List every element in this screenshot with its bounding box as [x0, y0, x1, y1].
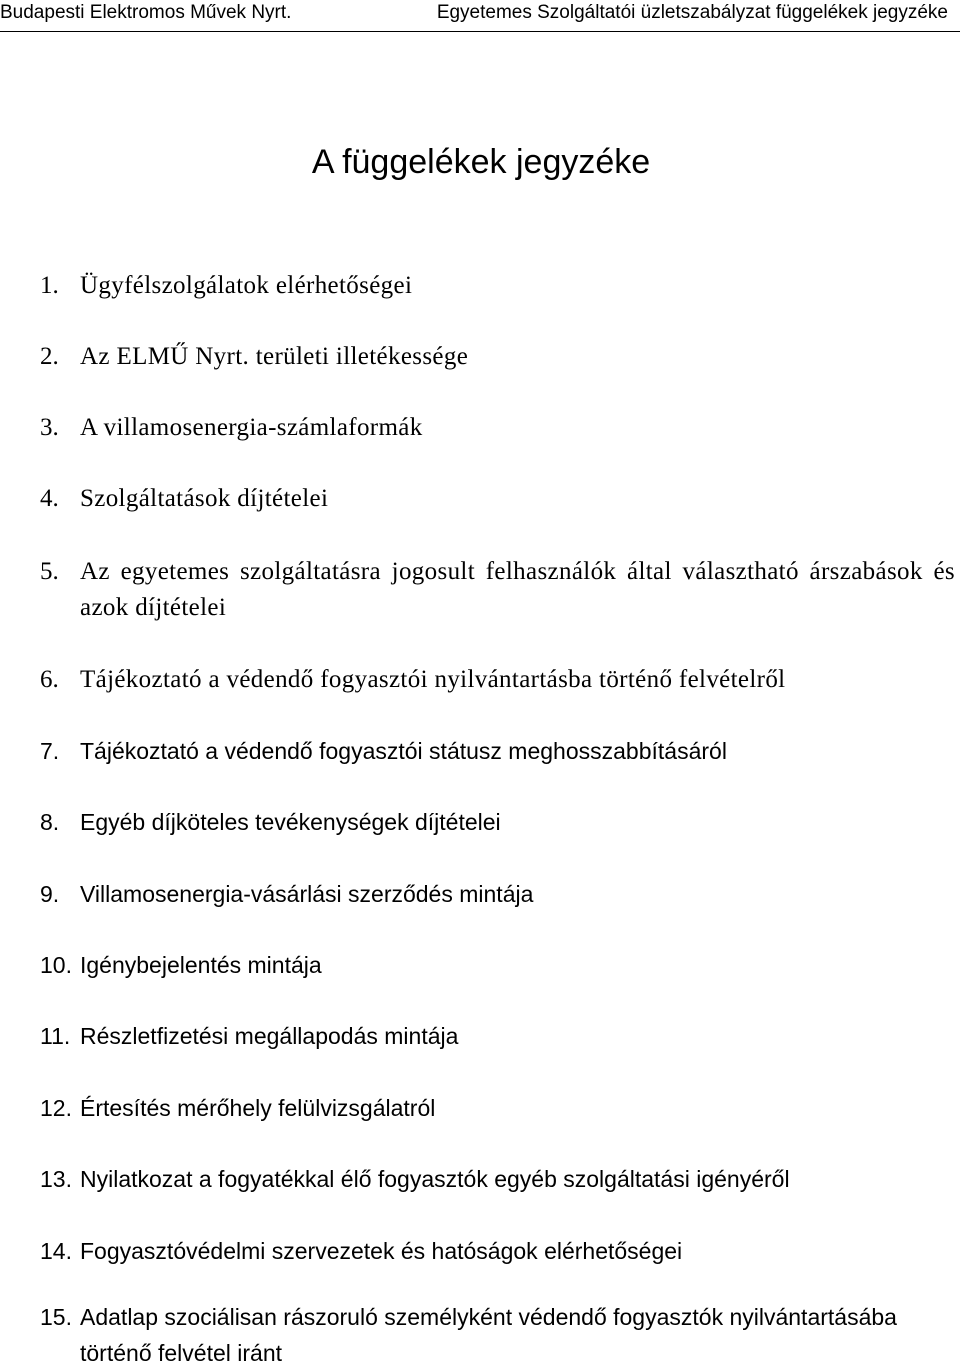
item-text: Igénybejelentés mintája [80, 952, 322, 978]
item-number: 6. [40, 666, 59, 693]
item-text: Az egyetemes szolgáltatásra jogosult felhasználók által választható árszabások és azok díjtételei [80, 558, 955, 621]
list-item [40, 481, 955, 517]
list-item [40, 1018, 955, 1054]
list-item [40, 268, 955, 304]
item-text: Nyilatkozat a fogyatékkal élő fogyasztók egyéb szolgáltatási igényéről [80, 1166, 790, 1192]
list-item [40, 662, 955, 698]
list-item [40, 1090, 955, 1126]
item-number: 10. [40, 952, 72, 978]
item-number: 15. [40, 1304, 72, 1330]
list-item [40, 804, 955, 840]
list-item [40, 1299, 955, 1371]
item-text: Adatlap szociálisan rászoruló személyként védendő fogyasztók nyilvántartásába történő felvétel iránt [80, 1304, 897, 1366]
item-text: Fogyasztóvédelmi szervezetek és hatóságok elérhetőségei [80, 1238, 683, 1264]
item-number: 3. [40, 414, 59, 441]
list-item [40, 733, 955, 769]
item-number: 11. [40, 1023, 71, 1049]
item-number: 2. [40, 343, 59, 370]
list-item [40, 876, 955, 912]
list-item [40, 947, 955, 983]
item-number: 1. [40, 272, 59, 299]
item-text: Tájékoztató a védendő fogyasztói nyilvántartásba történő felvételről [80, 666, 786, 693]
item-text: Tájékoztató a védendő fogyasztói státusz meghosszabbításáról [80, 738, 727, 764]
header-divider [0, 31, 960, 32]
page-header [0, 0, 960, 33]
item-text: Az ELMŰ Nyrt. területi illetékessége [80, 343, 469, 370]
item-number: 4. [40, 485, 59, 512]
item-number: 5. [40, 558, 59, 585]
item-number: 7. [40, 738, 60, 764]
header-company-name: Budapesti Elektromos Művek Nyrt. [0, 2, 292, 23]
item-text: Értesítés mérőhely felülvizsgálatról [80, 1095, 436, 1121]
header-document-name: Egyetemes Szolgáltatói üzletszabályzat függelékek jegyzéke [436, 2, 948, 23]
item-number: 8. [40, 809, 60, 835]
item-text: Szolgáltatások díjtételei [80, 485, 329, 512]
item-text: Egyéb díjköteles tevékenységek díjtételei [80, 809, 501, 835]
item-text: A villamosenergia-számlaformák [80, 414, 423, 441]
item-text: Ügyfélszolgálatok elérhetőségei [80, 272, 413, 299]
item-number: 12. [40, 1095, 72, 1121]
list-item [40, 410, 955, 446]
list-item [40, 1161, 955, 1197]
page-title: A függelékek jegyzéke [311, 143, 651, 181]
list-item [40, 1233, 955, 1269]
item-text: Részletfizetési megállapodás mintája [80, 1023, 459, 1049]
list-item [40, 339, 955, 375]
item-text: Villamosenergia-vásárlási szerződés mintája [80, 881, 534, 907]
list-item [40, 554, 955, 626]
item-number: 13. [40, 1166, 72, 1192]
item-number: 14. [40, 1238, 72, 1264]
item-number: 9. [40, 881, 60, 907]
